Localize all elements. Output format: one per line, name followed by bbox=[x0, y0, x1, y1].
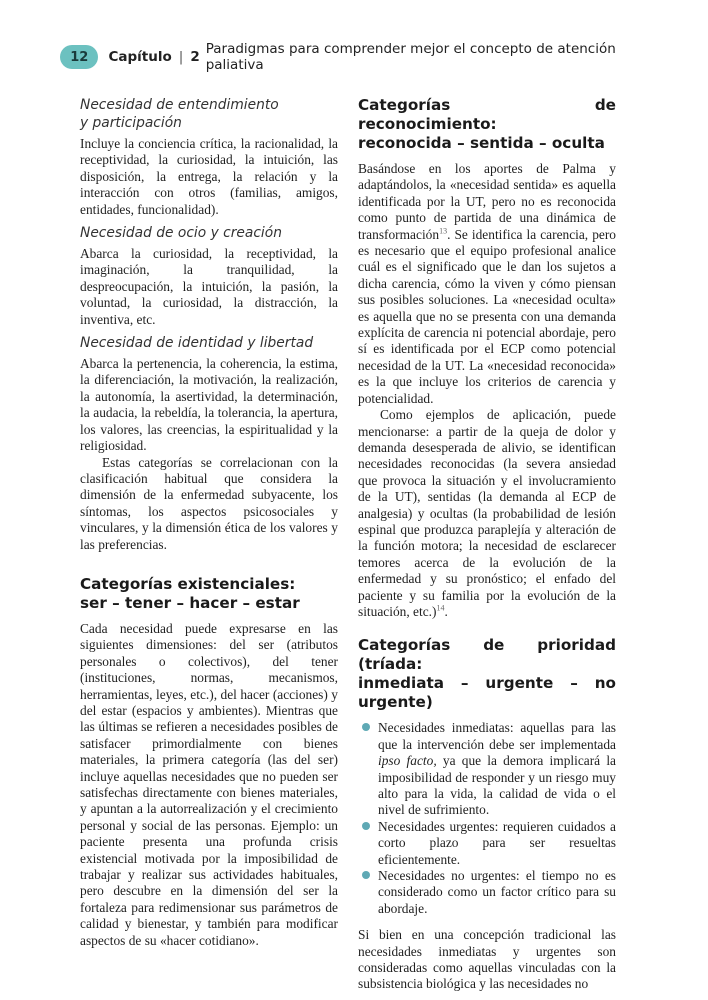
paragraph-correlacion: Estas categorías se correlacionan con la clasificación habitual que considera la dimensión de la enfermedad subyacente, los síntomas, los aspectos psicosociales y vinculares, y la dimensión ética de los valores y las preferencias. bbox=[80, 454, 338, 552]
heading-line: Categorías de reconocimiento: bbox=[358, 96, 616, 133]
heading-line: Categorías de prioridad (tríada: bbox=[358, 636, 616, 674]
subheading-line: y participación bbox=[80, 115, 182, 131]
bullet-icon bbox=[362, 871, 370, 879]
subheading-entendimiento bbox=[80, 96, 338, 132]
priority-list bbox=[358, 720, 616, 917]
chapter-label: Capítulo bbox=[108, 49, 172, 65]
running-header bbox=[60, 41, 660, 73]
paragraph-sentida bbox=[358, 161, 616, 407]
text-run: Necesidades inmediatas: aquellas para las que la intervención debe ser implementada bbox=[378, 720, 616, 752]
text-run-italic: ipso facto, bbox=[378, 753, 437, 769]
section-heading-existenciales bbox=[80, 575, 338, 613]
list-item bbox=[378, 819, 616, 868]
subheading-ocio: Necesidad de ocio y creación bbox=[80, 225, 282, 242]
chapter-title: Paradigmas para comprender mejor el concepto de atención paliativa bbox=[205, 41, 616, 73]
heading-line: ser – tener – hacer – estar bbox=[80, 593, 300, 612]
heading-line: inmediata – urgente – no urgente) bbox=[358, 674, 616, 712]
text-run: Como ejemplos de aplicación, puede mencionarse: a partir de la queja de dolor y demanda desesperada de alivio, se identifican necesidades reconocidas (la severa ansiedad que provoca la situación y el involucramiento de la UT), sentidas (la demanda al ECP de analgesia) y ocultas (la probabilidad de lesión espinal que produzca paraplejía y alteración de la función motora; la necesidad de esclarecer temores acerca de la evolución de la enfermedad y su pronóstico; el enfado del paciente y su familia por la evolución de la situación, etc.) bbox=[358, 407, 616, 619]
text-run: . bbox=[444, 603, 448, 619]
paragraph-concepcion: Si bien en una concepción tradicional las necesidades inmediatas y urgentes son consideradas como aquellas vinculadas con la subsistencia biológica y las necesidades no bbox=[358, 927, 616, 992]
chapter-number: 2 bbox=[190, 49, 200, 65]
text-run: ya que la demora implicará la imposibilidad de responder y un riesgo muy alto para la vida, la calidad de vida o el nivel de sufrimiento. bbox=[378, 753, 616, 818]
left-column bbox=[80, 96, 338, 949]
paragraph-ejemplos bbox=[358, 407, 616, 620]
subheading-line: Necesidad de entendimiento bbox=[80, 97, 279, 113]
text-run: . Se identifica la carencia, pero es necesario que el equipo profesional analice cuál es el significado que le dan los sujetos a dicha carencia, cómo la viven y cómo piensan sus posibles soluciones. La «necesidad oculta» es aquella que no se presenta con una demanda explícita de carencia ni potencial abordaje, pero sí es identificada por el ECP como potencial necesidad de la UT. La «necesidad reconocida» es la que incluye los criterios de carencia y potencialidad. bbox=[358, 226, 616, 406]
list-item bbox=[378, 868, 616, 917]
heading-line: reconocida – sentida – oculta bbox=[358, 134, 605, 152]
list-item bbox=[378, 720, 616, 818]
paragraph-entendimiento: Incluye la conciencia crítica, la racionalidad, la receptividad, la curiosidad, la intuición, las disposición, la entrega, la relación y la interacción con otros (familias, amigos, entidades, funcionalidad). bbox=[80, 136, 338, 217]
section-heading-prioridad bbox=[358, 636, 616, 712]
right-column bbox=[358, 96, 616, 993]
text-run: Necesidades urgentes: requieren cuidados a corto plazo para ser resueltas eficientemente. bbox=[378, 818, 616, 867]
paragraph-ocio: Abarca la curiosidad, la receptividad, la imaginación, la tranquilidad, la despreocupación, la intuición, la pasión, la voluntad, la curiosidad, la distracción, la inventiva, etc. bbox=[80, 246, 338, 327]
header-separator: | bbox=[178, 49, 184, 65]
text-run: Necesidades no urgentes: el tiempo no es considerado como un factor crítico para su abordaje. bbox=[378, 868, 616, 916]
text-run: Basándose en los aportes de Palma y adaptándolos, la «necesidad sentida» es aquella identificada por la UT, pero no es reconocida como punto de partida de una dinámica de transformación bbox=[358, 161, 616, 242]
page-number-badge: 12 bbox=[60, 45, 98, 69]
reference-marker: 13 bbox=[439, 226, 448, 236]
subheading-identidad: Necesidad de identidad y libertad bbox=[80, 335, 314, 352]
heading-line: Categorías existenciales: bbox=[80, 574, 296, 593]
reference-marker: 14 bbox=[436, 603, 445, 613]
paragraph-existenciales: Cada necesidad puede expresarse en las siguientes dimensiones: del ser (atributos personales o colectivos), del tener (instituciones, normas, mecanismos, herramientas, leyes, etc.), del hacer (acciones) y del estar (espacios y ambientes). Mientras que las últimas se refieren a necesidades posibles de satisfacer primordialmente con bienes materiales, la primera categoría (las del ser) incluye aquellas necesidades que no pueden ser satisfechas directamente con bienes materiales, y apuntan a la autorrealización y el crecimiento personal y social de las personas. Ejemplo: un paciente presenta una profunda crisis existencial motivada por la imposibilidad de trabajar y realizar sus actividades habituales, pero descubre en la dimensión del ser la fortaleza para redimensionar sus parámetros de calidad y bienestar, y también para modificar aspectos de su «hacer cotidiano». bbox=[80, 620, 338, 948]
paragraph-identidad: Abarca la pertenencia, la coherencia, la estima, la diferenciación, la motivación, la realización, la autonomía, la asertividad, la determinación, la audacia, la rebeldía, la tolerancia, la apertura, los valores, las creencias, la espiritualidad y la religiosidad. bbox=[80, 356, 338, 454]
bullet-icon bbox=[362, 723, 370, 731]
bullet-icon bbox=[362, 822, 370, 830]
section-heading-reconocimiento bbox=[358, 96, 616, 153]
